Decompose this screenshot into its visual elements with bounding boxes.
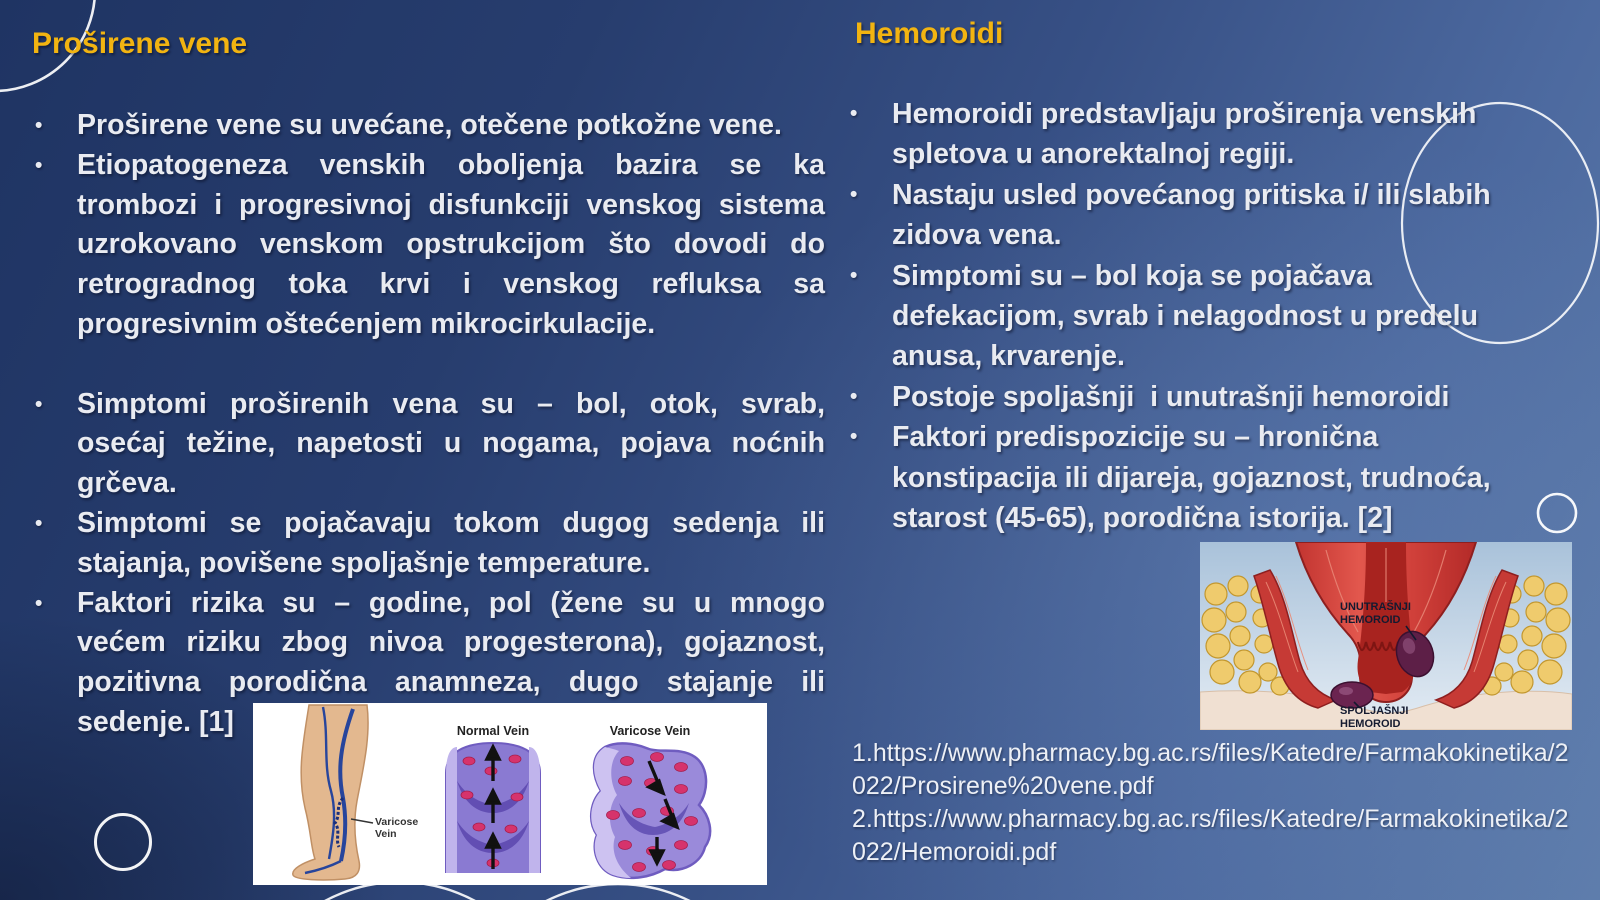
bullet-item [31, 504, 825, 584]
bullet-text [892, 175, 1558, 256]
text-line: Hemoroidi predstavljaju proširenja venskih [892, 98, 1477, 130]
text-line: grčeva. [77, 467, 177, 500]
text-line: stajanja, povišene spoljašnje temperature. [77, 546, 651, 579]
bullet-text [892, 417, 1558, 538]
bullet-text [892, 94, 1558, 175]
reference-line: 2.https://www.pharmacy.bg.ac.rs/files/Katedre/Farmakokinetika/2 [852, 805, 1569, 833]
right-column-title: Hemoroidi [855, 17, 1004, 50]
external-hemorrhoid-highlight [1339, 687, 1353, 695]
text-line: Simptomi se pojačavaju tokom dugog sedenja ili [77, 506, 825, 539]
bullet-item [846, 175, 1558, 256]
text-line: pozitivna porodična anamneza, dugo stajanje ili [77, 666, 825, 699]
text-line: spletova u anorektalnoj regiji. [892, 138, 1295, 171]
hemorrhoid-image [1200, 542, 1572, 730]
bullet-text [892, 377, 1558, 417]
text-line: osećaj težine, napetosti u nogama, pojava noćnih [77, 427, 825, 460]
text-line: Postoje spoljašnji i unutrašnji hemoroidi [892, 380, 1450, 413]
bullet-item [31, 385, 825, 504]
text-line: Simptomi su – bol koja se pojačava [892, 259, 1372, 292]
text-line: sedenje. [1] [77, 705, 234, 738]
leg-label-line2: Vein [375, 828, 397, 840]
bullet-item [31, 106, 825, 146]
bullet-text [77, 106, 825, 146]
text-line: trombozi i progresivnoj disfunkciji venskog sistema [77, 188, 825, 221]
bullet-dot: • [850, 263, 858, 287]
text-line: Nastaju usled povećanog pritiska i/ ili slabih [892, 178, 1491, 211]
normal-vein-illustration [446, 743, 540, 873]
internal-hemorrhoid-label-line1: UNUTRAŠNJI [1340, 601, 1411, 613]
bullet-dot: • [35, 392, 43, 416]
text-line: Simptomi proširenih vena su – bol, otok, svrab, [77, 387, 825, 420]
text-line: Etiopatogeneza venskih oboljenja bazira se ka [77, 148, 825, 181]
text-line: Faktori predispozicije su – hronična [892, 421, 1379, 454]
small-circle-bottom-left [96, 815, 151, 870]
reference-line: 022/Prosirene%20vene.pdf [852, 772, 1154, 800]
bullet-dot: • [850, 102, 858, 125]
bullet-item [846, 417, 1558, 538]
bullet-item [846, 377, 1558, 417]
reference-line: 1.https://www.pharmacy.bg.ac.rs/files/Katedre/Farmakokinetika/2 [852, 739, 1569, 767]
left-bullet-list [31, 106, 825, 743]
bullet-item [31, 146, 825, 345]
text-line: anusa, krvarenje. [892, 340, 1125, 373]
bullet-dot: • [850, 182, 858, 206]
external-hemorrhoid-label-line2: HEMOROID [1340, 718, 1401, 730]
bullet-dot: • [850, 384, 858, 408]
varicose-veins-image [253, 703, 767, 885]
varicose-vein-label: Varicose Vein [609, 724, 691, 738]
text-line: većem riziku zbog nivoa progesterona), gojaznost, [77, 626, 825, 659]
bullet-dot: • [35, 153, 43, 177]
text-line: progresivnim oštećenjem mikrocirkulacije. [77, 307, 656, 340]
right-bullet-list [846, 94, 1558, 538]
text-line: uzrokovano venskom opstrukcijom što dovodi do [77, 228, 825, 261]
bullet-text [77, 146, 825, 345]
text-line: retrogradnog toka krvi i venskog refluksa sa [77, 268, 825, 301]
external-hemorrhoid-label-line1: SPOLJAŠNJI [1340, 705, 1409, 717]
text-line: Faktori rizika su – godine, pol (žene su u mnogo [77, 586, 825, 619]
internal-hemorrhoid-label-line2: HEMOROID [1340, 614, 1401, 626]
bullet-item [846, 94, 1558, 175]
bullet-text [77, 385, 825, 504]
text-line: defekacijom, svrab i nelagodnost u predelu [892, 300, 1478, 333]
text-line: starost (45-65), porodična istorija. [2] [892, 502, 1393, 535]
bullet-dot: • [35, 511, 43, 535]
text-line: zidova vena. [892, 219, 1062, 252]
bullet-dot: • [35, 114, 43, 137]
bullet-dot: • [35, 591, 43, 615]
text-line: konstipacija ili dijareja, gojaznost, trudnoća, [892, 461, 1491, 494]
text-line: Proširene vene su uvećane, otečene potkožne vene. [77, 109, 782, 141]
bullet-text [892, 256, 1558, 377]
left-column-title: Proširene vene [32, 27, 248, 60]
bullet-text [77, 504, 825, 584]
leg-label-line1: Varicose [375, 816, 419, 828]
normal-vein-label: Normal Vein [456, 724, 530, 738]
bottom-arc-circle-2 [458, 884, 778, 900]
bullet-item [846, 256, 1558, 377]
bullet-dot: • [850, 425, 858, 449]
references [852, 737, 1569, 869]
reference-line: 022/Hemoroidi.pdf [852, 838, 1057, 866]
varicose-vein-illustration [591, 743, 710, 878]
